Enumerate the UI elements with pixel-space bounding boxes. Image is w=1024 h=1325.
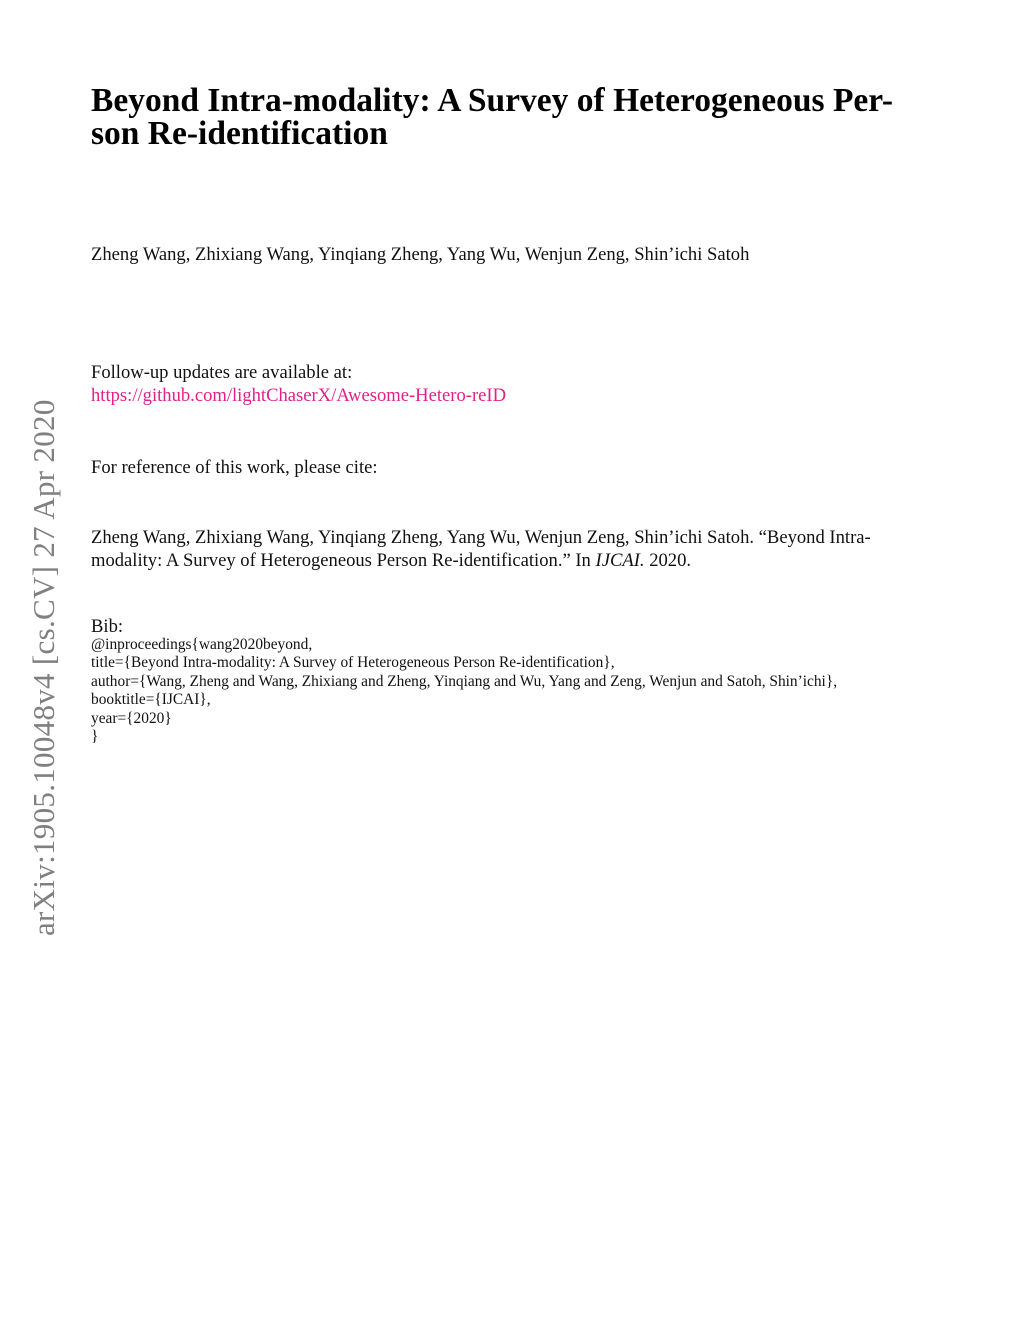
bibtex-line: } (91, 728, 99, 746)
citation-line-2 (91, 549, 691, 572)
citation-year: 2020. (644, 550, 692, 571)
paper-title-line-1: Beyond Intra-modality: A Survey of Heterogeneous Per- (91, 82, 894, 119)
citation-venue: IJCAI. (595, 550, 645, 571)
bib-label: Bib: (91, 616, 124, 637)
bibtex-line: year={2020} (91, 709, 172, 727)
bibtex-entry (91, 636, 837, 746)
citation-text: modality: A Survey of Heterogeneous Person Re-identification.” In (91, 550, 596, 571)
citation-line-1: Zheng Wang, Zhixiang Wang, Yinqiang Zheng, Yang Wu, Wenjun Zeng, Shin’ichi Satoh. “Beyond Intra- (91, 527, 871, 548)
arxiv-identifier-stamp: arXiv:1905.10048v4 [cs.CV] 27 Apr 2020 (26, 399, 61, 936)
paper-title (91, 84, 941, 150)
bibtex-line: title={Beyond Intra-modality: A Survey of Heterogeneous Person Re-identification}, (91, 654, 615, 672)
updates-label: Follow-up updates are available at: (91, 362, 353, 383)
cite-label: For reference of this work, please cite: (91, 457, 378, 478)
paper-title-line-2: son Re-identification (91, 115, 388, 152)
github-link[interactable]: https://github.com/lightChaserX/Awesome-Hetero-reID (91, 385, 507, 406)
author-list: Zheng Wang, Zhixiang Wang, Yinqiang Zheng, Yang Wu, Wenjun Zeng, Shin’ichi Satoh (91, 244, 750, 265)
bibtex-line: @inproceedings{wang2020beyond, (91, 636, 313, 653)
bibtex-line: booktitle={IJCAI}, (91, 691, 211, 709)
bibtex-line: author={Wang, Zheng and Wang, Zhixiang and Zheng, Yinqiang and Wu, Yang and Zeng, Wenjun and Satoh, Shin’ichi}, (91, 672, 838, 690)
